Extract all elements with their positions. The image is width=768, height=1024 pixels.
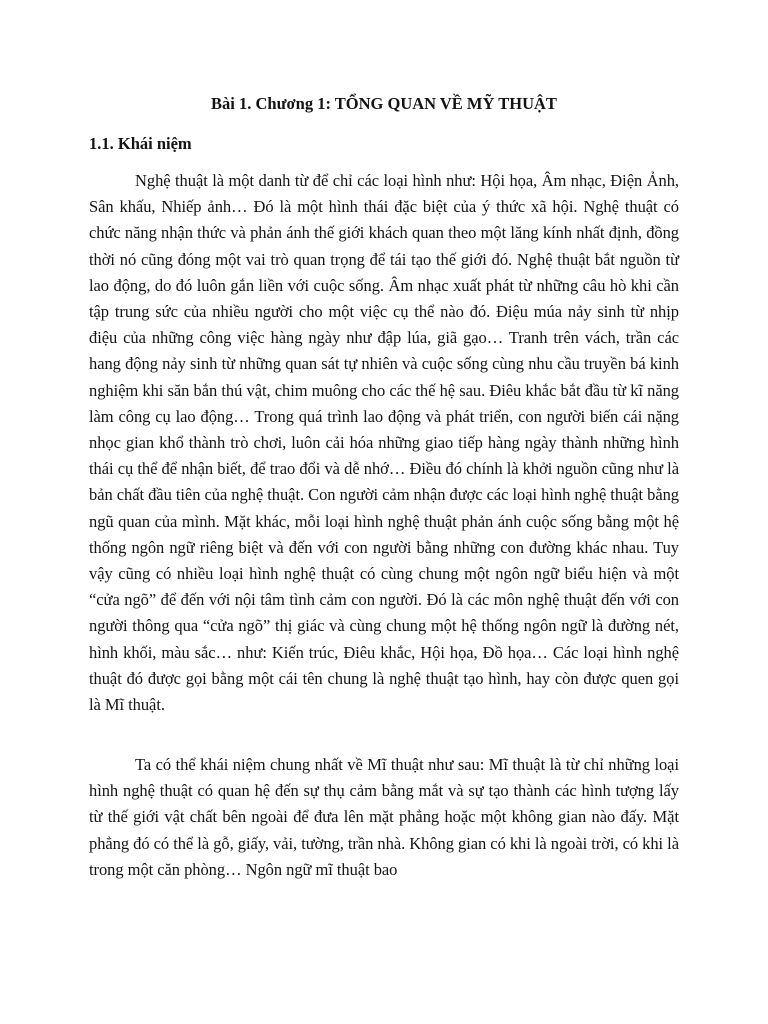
body-paragraph-1: Nghệ thuật là một danh từ để chỉ các loại hình như: Hội họa, Âm nhạc, Điện Ảnh, Sân khấu, Nhiếp ảnh… Đó là một hình thái đặc biệt của ý thức xã hội. Nghệ thuật có chức năng nhận thức và phản ánh thế giới khách quan theo một lăng kính nhất định, đồng thời nó cũng đóng một vai trò quan trọng để tái tạo thế giới đó. Nghệ thuật bắt nguồn từ lao động, do đó luôn gắn liền với cuộc sống. Âm nhạc xuất phát từ những câu hò khi cần tập trung sức của nhiều người cho một việc cụ thể nào đó. Điệu múa nảy sinh từ nhịp điệu của những công việc hàng ngày như đập lúa, giã gạo… Tranh trên vách, trần các hang động nảy sinh từ những quan sát tự nhiên và cuộc sống cùng nhu cầu truyền bá kinh nghiệm khi săn bắn thú vật, chim muông cho các thế hệ sau. Điêu khắc bắt đầu từ kĩ năng làm công cụ lao động… Trong quá trình lao động và phát triển, con người biến cái nặng nhọc gian khổ thành trò chơi, luôn cải hóa những giao tiếp hàng ngày thành những hình thái cụ thể để nhận biết, để trao đổi và dễ nhớ… Điều đó chính là khởi nguồn cũng như là bản chất đầu tiên của nghệ thuật. Con người cảm nhận được các loại hình nghệ thuật bằng ngũ quan của mình. Mặt khác, mỗi loại hình nghệ thuật phản ánh cuộc sống bằng một hệ thống ngôn ngữ riêng biệt và đến với con người bằng những con đường khác nhau. Tuy vậy cũng có nhiều loại hình nghệ thuật có cùng chung một ngôn ngữ biểu hiện và một “cửa ngõ” để đến với nội tâm tình cảm con người. Đó là các môn nghệ thuật đến với con người thông qua “cửa ngõ” thị giác và cùng chung một hệ thống ngôn ngữ là đường nét, hình khối, màu sắc… như: Kiến trúc, Điêu khắc, Hội họa, Đồ họa… Các loại hình nghệ thuật đó được gọi bằng một cái tên chung là nghệ thuật tạo hình, hay còn được quen gọi là Mĩ thuật.: [89, 171, 679, 715]
page-title: Bài 1. Chương 1: TỔNG QUAN VỀ MỸ THUẬT: [211, 94, 557, 113]
section-heading: 1.1. Khái niệm: [89, 134, 192, 153]
body-paragraph-2: Ta có thể khái niệm chung nhất về Mĩ thuật như sau: Mĩ thuật là từ chỉ những loại hình nghệ thuật có quan hệ đến sự thụ cảm bằng mắt và sự tạo thành các hình tượng lấy từ thế giới vật chất bên ngoài để đưa lên mặt phẳng hoặc một không gian nào đấy. Mặt phẳng đó có thể là gỗ, giấy, vải, tường, trần nhà. Không gian có khi là ngoài trời, có khi là trong một căn phòng… Ngôn ngữ mĩ thuật bao: [89, 755, 679, 879]
